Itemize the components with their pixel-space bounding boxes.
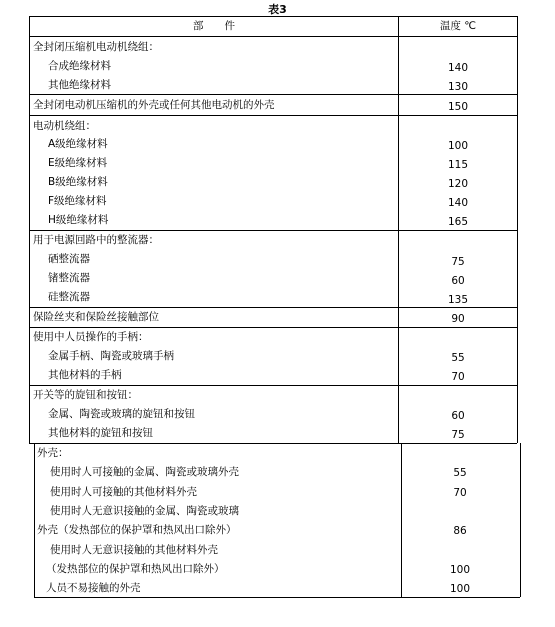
group-label: 用于电源回路中的整流器： [33,234,159,246]
table-border-right [517,16,518,443]
row-label: 其他材料的旋钮和按钮 [48,427,153,439]
row-value: 90 [451,313,465,325]
group-divider [29,115,517,116]
header-part: 部 件 [193,20,235,32]
row-value: 86 [453,525,467,537]
row-value: 70 [451,371,465,383]
row-value: 60 [451,275,465,287]
header-temperature: 温度 ℃ [439,20,477,32]
row-label: 金属、陶瓷或玻璃的旋钮和按钮 [48,408,195,420]
row-value: 135 [447,294,469,306]
row-label: 全封闭电动机压缩机的外壳或任何其他电动机的外壳 [33,99,275,111]
row-label: 锗整流器 [48,272,90,284]
group-divider [29,327,517,328]
column-divider [398,16,399,443]
row-value: 60 [451,410,465,422]
row-value: 70 [453,487,467,499]
row-label: A级绝缘材料 [48,138,108,150]
row-value: 55 [451,352,465,364]
row-value: 100 [449,564,471,576]
row-value: 115 [447,159,469,171]
group-divider [29,307,517,308]
header-divider [29,36,517,37]
row-value: 120 [447,178,469,190]
row-label: 使用时人无意识接触的其他材料外壳 [50,544,218,556]
row-label: F级绝缘材料 [48,195,107,207]
group-label: 全封闭压缩机电动机绕组： [33,41,159,53]
group-label: 开关等的旋钮和按钮： [33,389,138,401]
row-label: 硒整流器 [48,253,90,265]
table-border-right [520,443,521,597]
row-label: 合成绝缘材料 [48,60,111,72]
row-value: 140 [447,62,469,74]
row-value: 130 [447,81,469,93]
row-value: 100 [447,140,469,152]
row-value: 165 [447,216,469,228]
row-label: 外壳（发热部位的保护罩和热风出口除外） [37,524,237,536]
group-divider [29,385,517,386]
table-border-top [29,16,517,17]
table-border-left [34,443,35,597]
group-label: 使用中人员操作的手柄： [33,331,149,343]
table-title: 表3 [268,3,287,16]
group-label: 外壳： [37,447,69,459]
row-label: 使用时人可接触的金属、陶瓷或玻璃外壳 [50,466,239,478]
row-label: 保险丝夹和保险丝接触部位 [33,311,159,323]
row-label: E级绝缘材料 [48,157,108,169]
row-value: 55 [453,467,467,479]
row-label: H级绝缘材料 [48,214,109,226]
row-label: 硅整流器 [48,291,90,303]
table-border-left [29,16,30,443]
row-value: 140 [447,197,469,209]
row-value: 150 [447,101,469,113]
row-label: 其他绝缘材料 [48,79,111,91]
row-label: 人员不易接触的外壳 [46,582,141,594]
table-border-bottom [34,597,520,598]
group-divider [29,443,517,444]
row-value: 100 [449,583,471,595]
group-divider [29,94,517,95]
row-label: 其他材料的手柄 [48,369,122,381]
row-value: 75 [451,429,465,441]
row-label: 金属手柄、陶瓷或玻璃手柄 [48,350,174,362]
row-label: （发热部位的保护罩和热风出口除外） [46,563,225,575]
group-divider [29,230,517,231]
group-label: 电动机绕组： [33,120,96,132]
row-value: 75 [451,256,465,268]
row-label: 使用时人可接触的其他材料外壳 [50,486,197,498]
row-label: 使用时人无意识接触的金属、陶瓷或玻璃 [50,505,239,517]
row-label: B级绝缘材料 [48,176,108,188]
